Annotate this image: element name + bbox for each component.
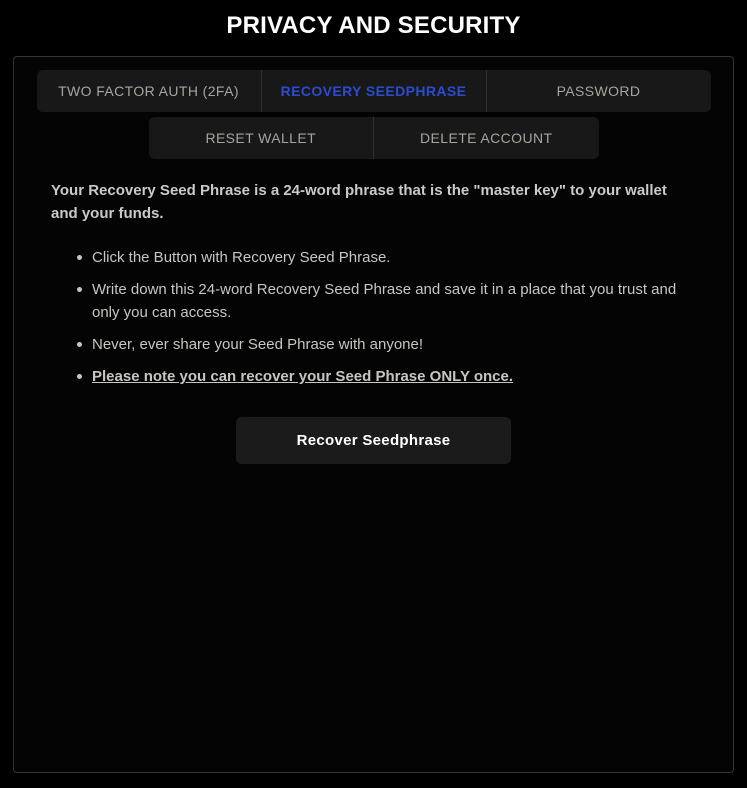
seedphrase-instructions-list: [77, 246, 693, 388]
list-item: Click the Button with Recovery Seed Phrase.: [77, 246, 693, 269]
recover-seedphrase-button[interactable]: Recover Seedphrase: [236, 417, 511, 464]
tab-row-primary: [37, 70, 711, 112]
list-item: Please note you can recover your Seed Phrase ONLY once.: [77, 365, 693, 388]
tab-password[interactable]: PASSWORD: [486, 70, 711, 112]
privacy-security-panel: [13, 56, 734, 773]
list-item: Write down this 24-word Recovery Seed Phrase and save it in a place that you trust and only you can access.: [77, 278, 693, 324]
tab-row-secondary: [149, 117, 599, 159]
list-item: Never, ever share your Seed Phrase with anyone!: [77, 333, 693, 356]
tab-recovery-seedphrase[interactable]: RECOVERY SEEDPHRASE: [261, 70, 486, 112]
seedphrase-intro-text: Your Recovery Seed Phrase is a 24-word phrase that is the "master key" to your wallet and your funds.: [51, 182, 667, 222]
page-title: PRIVACY AND SECURITY: [226, 12, 521, 39]
tab-delete-account[interactable]: DELETE ACCOUNT: [373, 117, 599, 159]
tab-reset-wallet[interactable]: RESET WALLET: [149, 117, 374, 159]
tab-two-factor-auth-2fa[interactable]: TWO FACTOR AUTH (2FA): [37, 70, 261, 112]
